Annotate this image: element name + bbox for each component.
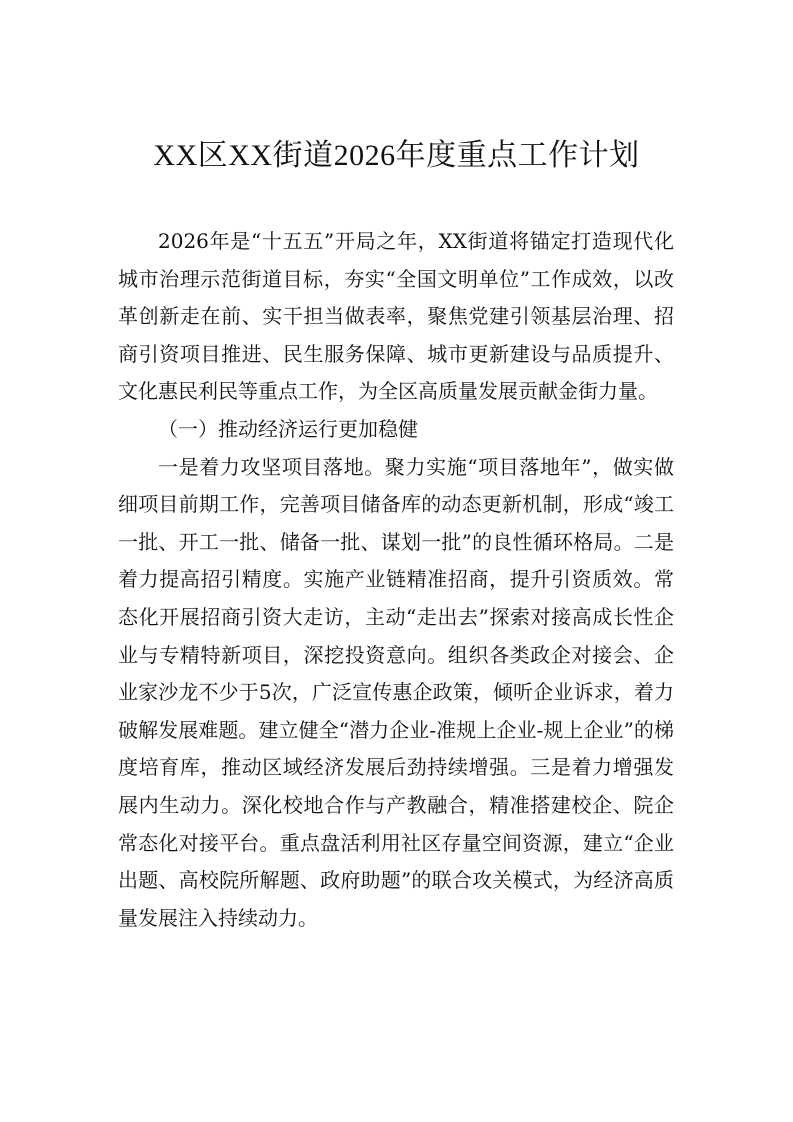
document-title: XX区XX街道2026年度重点工作计划 <box>153 139 640 172</box>
document-body <box>118 223 674 937</box>
section-heading: （一）推动经济运行更加稳健 <box>158 416 418 441</box>
intro-paragraph: 2026年是“十五五”开局之年，XX街道将锚定打造现代化城市治理示范街道目标，夯实“全国文明单位”工作成效，以改革创新走在前、实干担当做表率，聚焦党建引领基层治理、招商引资项目推进、民生服务保障、城市更新建设与品质提升、文化惠民利民等重点工作，为全区高质量发展贡献金街力量。 <box>118 229 674 404</box>
body-paragraph: 一是着力攻坚项目落地。聚力实施“项目落地年”，做实做细项目前期工作，完善项目储备库的动态更新机制，形成“竣工一批、开工一批、储备一批、谋划一批”的良性循环格局。二是着力提高招引精度。实施产业链精准招商，提升引资质效。常态化开展招商引资大走访，主动“走出去”探索对接高成长性企业与专精特新项目，深挖投资意向。组织各类政企对接会、企业家沙龙不少于5次，广泛宣传惠企政策，倾听企业诉求，着力破解发展难题。建立健全“潜力企业-准规上企业-规上企业”的梯度培育库，推动区域经济发展后劲持续增强。三是着力增强发展内生动力。深化校地合作与产教融合，精准搭建校企、院企常态化对接平台。重点盘活利用社区存量空间资源，建立“企业出题、高校院所解题、政府助题”的联合攻关模式，为经济高质量发展注入持续动力。 <box>118 454 674 930</box>
